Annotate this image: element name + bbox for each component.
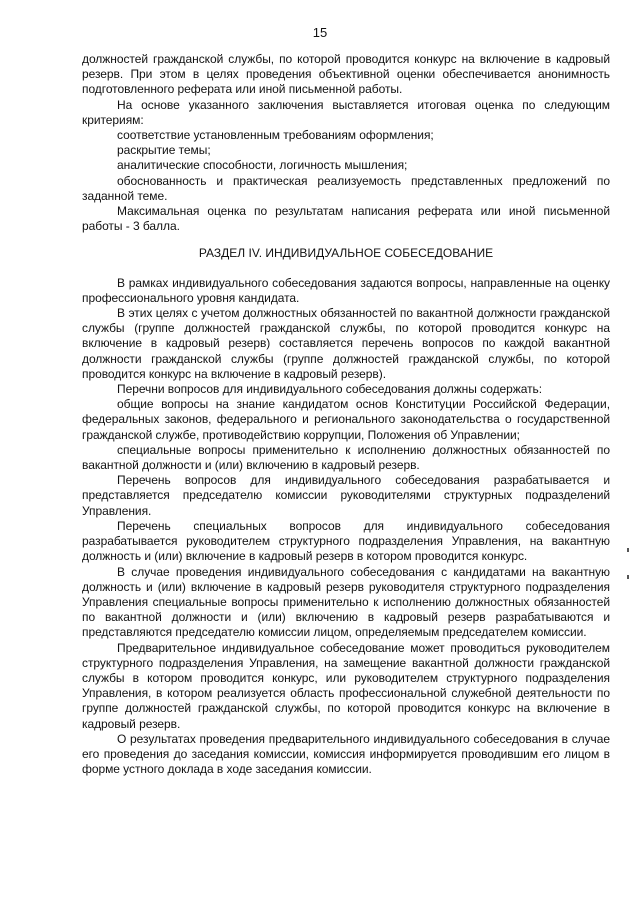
paragraph-general-questions: общие вопросы на знание кандидатом основ Конституции Российской Федерации, федеральных законов, федерального и регионального законодательства о государственной гражданской службе, противодействию коррупции, Положения об Управлении; [82, 397, 610, 442]
criterion-feasibility: обоснованность и практическая реализуемость представленных предложений по заданной теме. [82, 173, 610, 203]
paragraph-list-contents: Перечни вопросов для индивидуального собеседования должны содержать: [117, 382, 543, 397]
criterion-formatting: соответствие установленным требованиям оформления; [117, 128, 434, 143]
paragraph-preliminary-results: О результатах проведения предварительного индивидуального собеседования в случае его проведения до заседания комиссии, комиссия информируется проводившим его лицом в форме устного доклада в ходе заседания комиссии. [82, 731, 610, 777]
paragraph-head-case: В случае проведения индивидуального собеседования с кандидатами на вакантную должность и (или) включение в кадровый резерв руководителя структурного подразделения Управления специальные вопросы применительно к исполнению должностных обязанностей по вакантной должности и (или) включению в кадровый резерв разрабатываются и представляются председателю комиссии лицом, определяемым председателем комиссии. [82, 564, 610, 640]
paragraph-special-questions: специальные вопросы применительно к исполнению должностных обязанностей по вакантной должности и (или) включению в кадровый резерв. [82, 442, 610, 473]
paragraph-max-score: Максимальная оценка по результатам написания реферата или иной письменной работы - 3 балла. [82, 204, 610, 234]
paragraph-preliminary-interview: Предварительное индивидуальное собеседование может проводиться руководителем структурного подразделения Управления, на замещение вакантной должности гражданской службы в котором проводится конкурс, или руководителем структурного подразделения Управления, в котором реализуется область профессиональной служебной деятельности по группе должностей гражданской службы, по которой проводится конкурс на включение в кадровый резерв. [82, 640, 610, 731]
section-heading: РАЗДЕЛ IV. ИНДИВИДУАЛЬНОЕ СОБЕСЕДОВАНИЕ [198, 246, 494, 261]
paragraph-list-development: Перечень вопросов для индивидуального собеседования разрабатывается и представляется председателю комиссии руководителями структурных подразделений Управления. [82, 473, 610, 518]
paragraph-question-list: В этих целях с учетом должностных обязанностей по вакантной должности гражданской службы (группе должностей гражданской службы, по которой проводится конкурс на включение в кадровый резерв) составляется перечень вопросов по каждой вакантной должности гражданской службы (группе должностей гражданской службы, по которой проводится конкурс на включение в кадровый резерв). [82, 306, 610, 381]
paragraph-special-list-development: Перечень специальных вопросов для индивидуального собеседования разрабатывается руководителем структурного подразделения Управления, на вакантную должность и (или) включение в кадровый резерв в котором проводится конкурс. [82, 518, 610, 564]
criterion-topic: раскрытие темы; [117, 143, 211, 158]
scan-edge-mark [627, 548, 629, 552]
page-number: 15 [312, 25, 328, 40]
scan-edge-mark [627, 575, 629, 579]
paragraph-continuation: должностей гражданской службы, по которой проводится конкурс на включение в кадровый резерв. При этом в целях проведения объективной оценки обеспечивается анонимность подготовленного реферата или иной письменной работы. [82, 52, 610, 97]
criterion-analytics: аналитические способности, логичность мышления; [117, 158, 408, 173]
paragraph-criteria-intro: На основе указанного заключения выставляется итоговая оценка по следующим критериям: [82, 97, 610, 127]
document-body [82, 52, 610, 777]
paragraph-interview-intro: В рамках индивидуального собеседования задаются вопросы, направленные на оценку профессионального уровня кандидата. [82, 275, 610, 305]
